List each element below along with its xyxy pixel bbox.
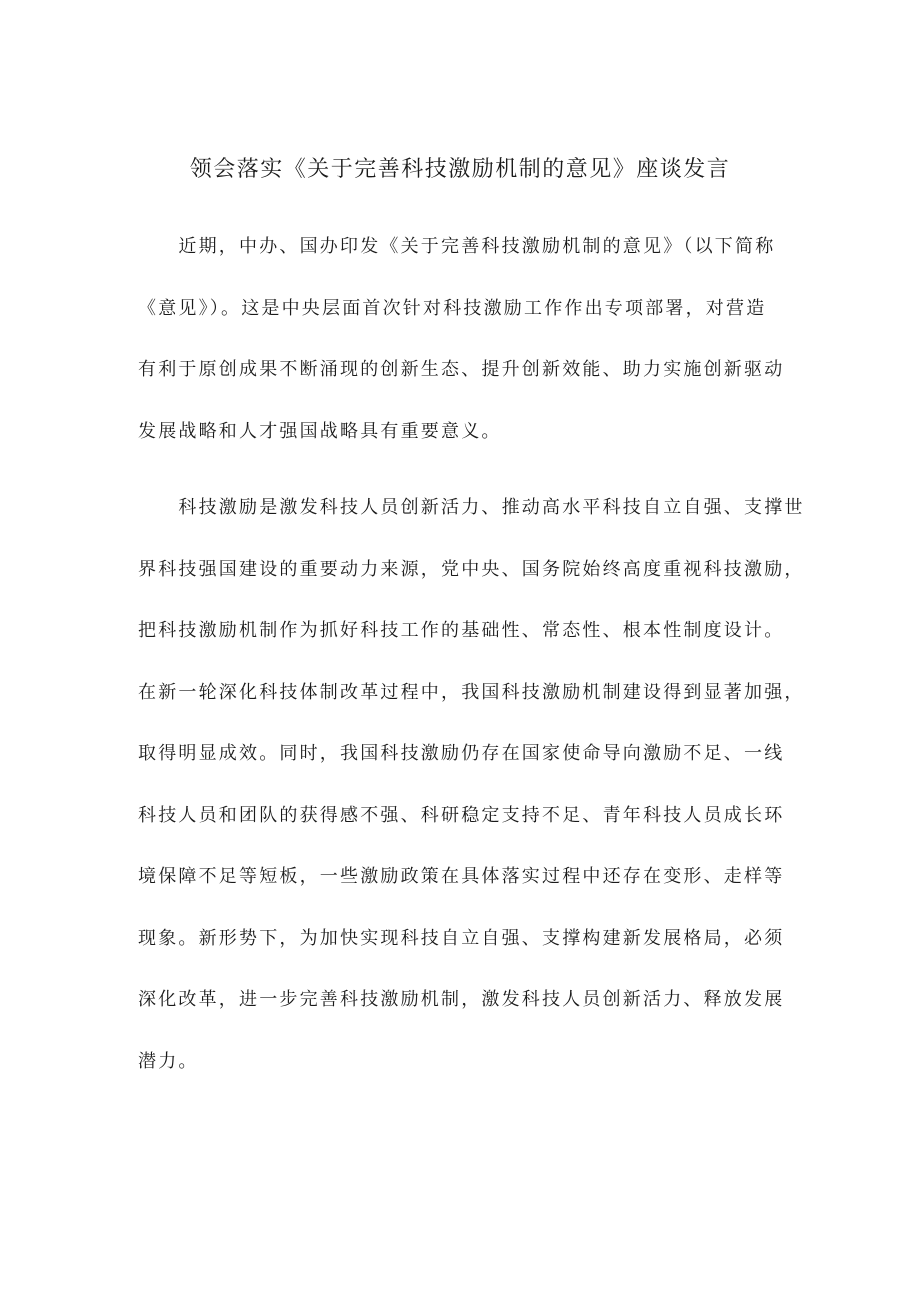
- paragraph-line: 境保障不足等短板，一些激励政策在具体落实过程中还存在变形、走样等: [138, 866, 785, 887]
- paragraph-line: 把科技激励机制作为抓好科技工作的基础性、常态性、根本性制度设计。: [138, 620, 785, 641]
- document-title: 领会落实《关于完善科技激励机制的意见》座谈发言: [189, 157, 731, 182]
- paragraph-line: 深化改革，进一步完善科技激励机制，激发科技人员创新活力、释放发展: [138, 989, 785, 1010]
- paragraph-line: 科技人员和团队的获得感不强、科研稳定支持不足、青年科技人员成长环: [138, 804, 785, 826]
- paragraph-line: 潜力。: [138, 1050, 199, 1072]
- paragraph-line: 界科技强国建设的重要动力来源，党中央、国务院始终高度重视科技激励，: [138, 558, 805, 580]
- paragraph-line: 科技激励是激发科技人员创新活力、推动高水平科技自立自强、支撑世: [138, 497, 805, 518]
- paragraph-body: [138, 477, 805, 1092]
- paragraph-line: 《意见》）。这是中央层面首次针对科技激励工作作出专项部署，对营造: [138, 297, 767, 319]
- paragraph-line: 取得明显成效。同时，我国科技激励仍存在国家使命导向激励不足、一线: [138, 743, 785, 764]
- paragraph-line: 发展战略和人才强国战略具有重要意义。: [138, 420, 502, 442]
- paragraph-line: 在新一轮深化科技体制改革过程中，我国科技激励机制建设得到显著加强，: [138, 681, 805, 703]
- paragraph-line: 近期，中办、国办印发《关于完善科技激励机制的意见》（以下简称: [138, 236, 776, 257]
- paragraph-intro: [138, 216, 793, 462]
- paragraph-line: 现象。新形势下，为加快实现科技自立自强、支撑构建新发展格局，必须: [138, 927, 785, 949]
- paragraph-line: 有利于原创成果不断涌现的创新生态、提升创新效能、助力实施创新驱动: [138, 359, 785, 380]
